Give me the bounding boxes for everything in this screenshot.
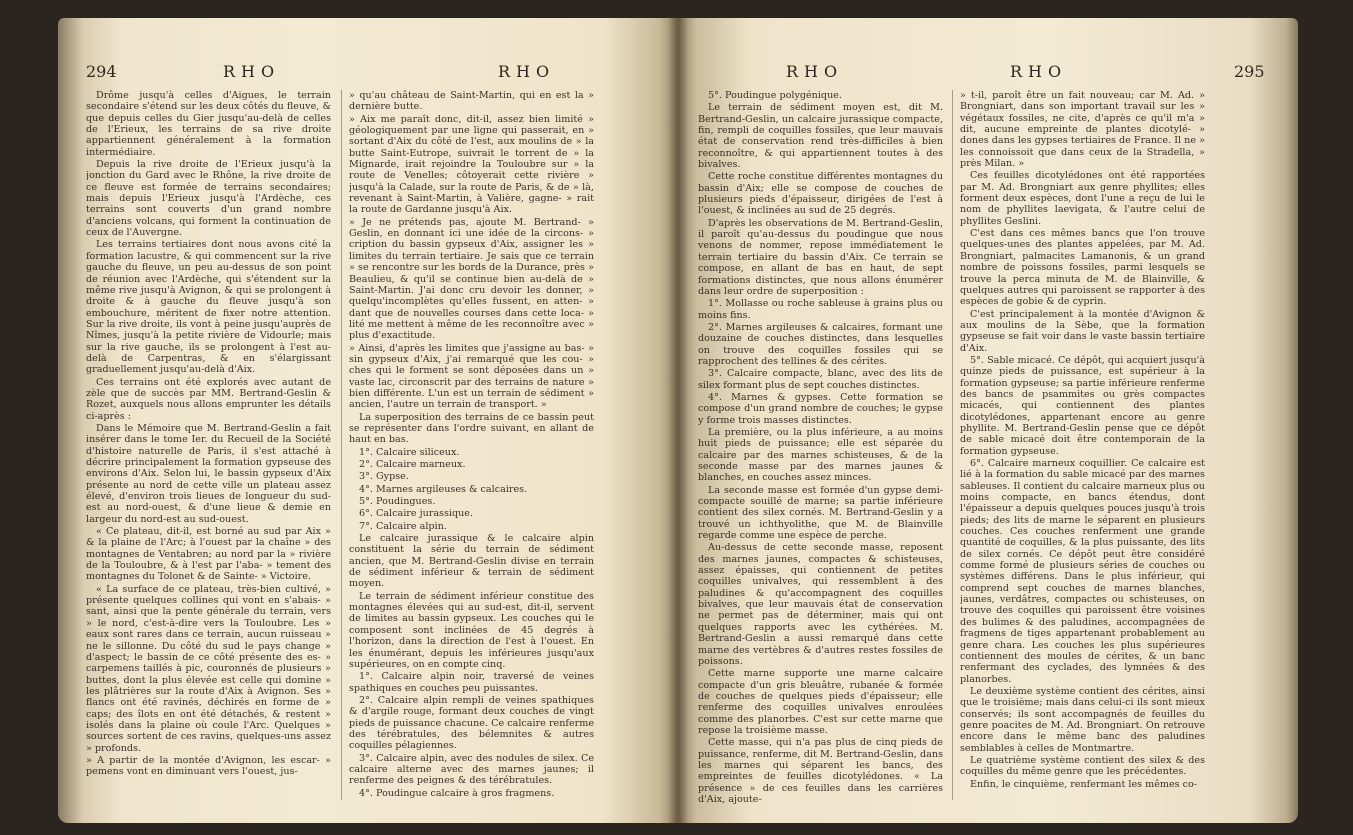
paragraph: Le terrain de sédiment moyen est, dit M. Bertrand-Geslin, un calcaire jurassique compacte, fin, rempli de coquilles fossiles, que leur mauvais état de conservation rend très-difficiles à bien reconnoître, & qui appartiennent toutes à des bivalves. [698,102,943,171]
column-rule [341,90,342,800]
paragraph: Dans le Mémoire que M. Bertrand-Geslin a fait insérer dans le tome Ier. du Recueil de la Société d'histoire naturelle de Paris, il s'est attaché à décrire principalement la formation gypseuse des environs d'Aix. Selon lui, le bassin gypseux d'Aix présente au nord de cette ville un plateau assez élevé, d'environ trois lieues de longueur du sud-est au nord-ouest, & d'une lieue & demie en largeur du nord-est au sud-ouest. [86,422,331,525]
right-running-head-2: RHO [1010,62,1068,81]
paragraph: Ces terrains ont été explorés avec autant de zèle que de succès par MM. Bertrand-Geslin & Rozet, auxquels nous allons emprunter les détails ci-après : [86,376,331,422]
paragraph: C'est principalement à la montée d'Avignon & aux moulins de la Sèbe, que la formation gypseuse se fait voir dans le vaste bassin tertiaire d'Aix. [960,308,1205,354]
paragraph: Depuis la rive droite de l'Erieux jusqu'à la jonction du Gard avec le Rhône, la rive droite de ce fleuve est formée de terrains secondaires; mais depuis l'Erieux jusqu'à l'Ardèche, ces terrains sont couverts d'un grand nombre d'anciens volcans, qui forment la continuation de ceux de l'Auvergne. [86,159,331,239]
book-gutter [668,18,688,823]
paragraph: » t-il, paroît être un fait nouveau; car M. Ad. » Brongniart, dans son important travail sur les » végétaux fossiles, ne cite, d'après ce qu'il m'a » dit, aucune empreinte de plantes dicotylé- » dones dans les gypses tertiaires de France. Il ne » les connoissoit que dans ceux de la Stradella, » près Milan. » [960,90,1205,170]
paragraph: 6°. Calcaire jurassique. [359,508,474,520]
left-running-head-2: RHO [498,62,556,81]
right-page [678,18,1298,823]
paragraph: 1°. Calcaire siliceux. [359,446,460,458]
paragraph: 1°. Mollasse ou roche sableuse à grains plus ou moins fins. [698,298,943,321]
paragraph: » Je ne prétends pas, ajoute M. Bertrand- » Geslin, en donnant ici une idée de la circons- » cription du bassin gypseux d'Aix, assigner les » limites du terrain tertiaire. Je sais que ce terrain » se rencontre sur les bords de la Durance, près » Beaulieu, & qu'il se continue bien au-delà de » Saint-Martin. J'ai donc cru devoir les donner, » quelqu'incomplètes qu'elles fussent, en atten- » dant que de nouvelles courses dans cette loca- » lité me mettent à même de les reconnoître avec » plus d'exactitude. [349,216,594,342]
paragraph: Cette masse, qui n'a pas plus de cinq pieds de puissance, renferme, dit M. Bertrand-Geslin, dans les marnes qui séparent les bancs, des empreintes de feuilles dicotylédones. « La présence » de ces feuilles dans les carrières d'Aix, ajoute- [698,737,943,805]
paragraph: 5°. Poudingue polygénique. [708,90,842,101]
paragraph: La superposition des terrains de ce bassin peut se représenter dans l'ordre suivant, en allant de haut en bas. [349,411,594,446]
paragraph: 4°. Marnes argileuses & calcaires. [359,483,528,495]
left-page-number: 294 [86,62,117,81]
paragraph: » Aix me paraît donc, dit-il, assez bien limité » géologiquement par une ligne qui passerait, en » sortant d'Aix du côté de l'est, aux moulins de » la butte Saint-Eutrope, suivrait le torrent de » la Mignarde, irait rejoindre la Touloubre sur » la route de Venelles; côtoyerait cette rivière » jusqu'à la Calade, sur la route de Paris, & de » là, revenant à Saint-Martin, à Valière, gagne- » rait la route de Gardanne jusqu'à Aix. [349,113,594,216]
paragraph: 2°. Marnes argileuses & calcaires, formant une douzaine de couches distinctes, dans lesquelles on trouve des coquilles fossiles qui se rapprochent des tellines & des cérites. [698,321,943,367]
paragraph: » A partir de la montée d'Avignon, les escar- » pemens vont en diminuant vers l'ouest, jus- [86,754,331,778]
paragraph: Le terrain de sédiment inférieur constitue des montagnes élevées qui au sud-est, dit-il, servent de limites au bassin gypseux. Les couches qui le composent sont inclinées de 45 degrés à l'horizon, dans la direction de l'est à l'ouest. En les énumérant, depuis les inférieures jusqu'aux supérieures, on en compte cinq. [349,590,594,670]
paragraph: Le deuxième système contient des cérites, ainsi que le troisième; mais dans celui-ci ils sont mieux conservés; ils sont accompagnés de feuilles du genre poacites de M. Ad. Brongniart. On retrouve encore dans le même banc des paludines semblables à celles de Montmartre. [960,685,1205,754]
paragraph: Cette roche constitue différentes montagnes du bassin d'Aix; elle se compose de couches de plusieurs pieds d'épaisseur, dirigées de l'est à l'ouest, & inclinées au sud de 25 degrés. [698,171,943,217]
left-running-head-1: RHO [223,62,281,81]
paragraph: 5°. Poudingues. [359,496,436,508]
right-page-number: 295 [1234,62,1265,81]
paragraph: Drôme jusqu'à celles d'Aigues, le terrain secondaire s'étend sur les deux côtés du fleuve, & que depuis celles du Gier jusqu'au-delà de celles de l'Erieux, les terrains de sa rive droite appartiennent généralement à la formation intermédiaire. [86,90,331,158]
left-column-2 [349,90,594,805]
left-column-1 [86,90,331,805]
paragraph: 3°. Gypse. [359,471,409,483]
paragraph: La première, ou la plus inférieure, a au moins huit pieds de puissance; elle est séparée du calcaire par des marnes schisteuses, & de la seconde masse par des marnes jaunes & blanches, en couches assez minces. [698,426,943,484]
right-running-head-1: RHO [786,62,844,81]
paragraph: C'est dans ces mêmes bancs que l'on trouve quelques-unes des plantes appelées, par M. Ad. Brongniart, palmacites Lamanonis, & un grand nombre de poissons fossiles, parmi lesquels se trouve la perca minuta de M. de Blainville, & quelques autres qui paroissent se rapporter à des espèces de gobie & de cyprin. [960,228,1205,308]
paragraph: Les terrains tertiaires dont nous avons cité la formation lacustre, & qui commencent sur la rive gauche du fleuve, un peu au-dessus de son point de réunion avec l'Ardèche, qui s'étendent sur la même rive jusqu'à Avignon, & qui se prolongent à droite & à gauche du fleuve jusqu'à son embouchure, méritent de fixer notre attention. Sur la rive droite, ils vont à peine jusqu'auprès de Nîmes, jusqu'à la petite rivière de Vidourle; mais sur la rive gauche, ils se prolongent à l'est au-delà de Carpentras, & en s'élargissant graduellement jusqu'au-delà d'Aix. [86,239,331,376]
paragraph: 3°. Calcaire alpin, avec des nodules de silex. Ce calcaire alterne avec des marnes jaunes; il renferme des peignes & des térébratules. [349,752,594,787]
paragraph: « Ce plateau, dit-il, est borné au sud par Aix » & la plaine de l'Arc; à l'ouest par la chaîne » des montagnes de Ventabren; au nord par la » rivière de la Touloubre, & à l'est par l'aba- » tement des montagnes du Tolonet & de Sainte- » Victoire. [86,526,331,583]
paragraph: 6°. Calcaire marneux coquillier. Ce calcaire est lié à la formation du sable micacé par des marnes sableuses. Il contient du calcaire marneux plus ou moins compacte, en bancs étendus, dont l'épaisseur a depuis quelques pouces jusqu'à trois pieds; des lits de marne le séparent en plusieurs couches. Ces couches renferment une grande quantité de coquilles, & la plus puissante, des lits de silex cornés. Ce dépôt peut être considéré comme formé de plusieurs séries de couches ou systèmes différens. Dans le plus inférieur, qui comprend sept couches de marnes blanches, jaunes, verdâtres, compactes ou schisteuses, on trouve des coquilles qui paroissent être voisines des bulimes & des paludines, accompagnées de fragmens de tiges appartenant probablement au genre chara. Les couches les plus supérieures contiennent des moules de cérites, & un banc renfermant des cyclades, des lymnées & des planorbes. [960,458,1205,685]
paragraph: 7°. Calcaire alpin. [359,520,447,532]
paragraph: » qu'au château de Saint-Martin, qui en est la » dernière butte. [349,90,594,113]
paragraph: Enfin, le cinquième, renfermant les mêmes co- [970,778,1198,790]
paragraph: Au-dessus de cette seconde masse, reposent des marnes jaunes, compactes & schisteuses, assez épaisses, qui contiennent de petites coquilles univalves, qui ressemblent à des paludines & qu'accompagnent des coquilles bivalves, que leur mauvais état de conservation ne permet pas de déterminer, mais qui ont quelques rapports avec les cythérées. M. Bertrand-Geslin a aussi remarqué dans cette marne des vertèbres & d'autres restes fossiles de poissons. [698,542,943,667]
paragraph: Ces feuilles dicotylédones ont été rapportées par M. Ad. Brongniart aux genre phyllites; elles forment deux espèces, dont l'une a reçu de lui le nom de phyllites laevigata, & l'autre celui de phyllites Geslini. [960,170,1205,227]
paragraph: 5°. Sable micacé. Ce dépôt, qui acquiert jusqu'à quinze pieds de puissance, est supérieur à la formation gypseuse; sa partie inférieure renferme des bancs de psammites ou grès compactes micacés, qui contiennent des plantes dicotylédones, appartenant encore au genre phyllite. M. Bertrand-Geslin pense que ce dépôt de sable micacé doit être contemporain de la formation gypseuse. [960,354,1205,457]
paragraph: 4°. Marnes & gypses. Cette formation se compose d'un grand nombre de couches; le gypse y forme trois masses distinctes. [698,391,943,426]
paragraph: 1°. Calcaire alpin noir, traversé de veines spathiques en couches peu puissantes. [349,671,594,694]
paragraph: 4°. Poudingue calcaire à gros fragmens. [359,787,555,799]
paragraph: » Ainsi, d'après les limites que j'assigne au bas- » sin gypseux d'Aix, j'ai remarqué que les cou- » ches qui le forment se sont déposées dans un » vaste lac, circonscrit par des terrains de nature » bien différente. L'un est un terrain de sédiment » ancien, l'autre un terrain de transport. » [349,342,594,411]
paragraph: 2°. Calcaire marneux. [359,459,466,470]
paragraph: Le calcaire jurassique & le calcaire alpin constituent la série du terrain de sédiment ancien, que M. Bertrand-Geslin divise en terrain de sédiment inférieur & terrain de sédiment moyen. [349,533,594,590]
left-page [58,18,678,823]
column-rule [952,90,953,800]
paragraph: La seconde masse est formée d'un gypse demi-compacte souillé de marne; sa partie inférieure contient des silex cornés. M. Bertrand-Geslin y a trouvé un ichthyolithe, que M. de Blainville regarde comme une espèce de perche. [698,484,943,542]
paragraph: D'après les observations de M. Bertrand-Geslin, il paroît qu'au-dessus du poudingue que nous venons de nommer, repose immédiatement le terrain tertiaire du bassin d'Aix. Ce terrain se compose, en allant de bas en haut, de sept formations distinctes, que nous allons énumérer dans leur ordre de superposition : [698,217,943,297]
right-column-1 [698,90,943,805]
paragraph: 3°. Calcaire compacte, blanc, avec des lits de silex formant plus de sept couches distinctes. [698,368,943,391]
paragraph: Le quatrième système contient des silex & des coquilles du même genre que les précédentes. [960,754,1205,778]
paragraph: Cette marne supporte une marne calcaire compacte d'un gris bleuâtre, rubanée & formée de couches de quelques pieds d'épaisseur; elle renferme des coquilles univalves enroulées comme des planorbes. C'est sur cette marne que repose la troisième masse. [698,668,943,736]
paragraph: « La surface de ce plateau, très-bien cultivé, » présente quelques collines qui vont en s'abais- » sant, ainsi que la pente générale du terrain, vers » le nord, c'est-à-dire vers la Touloubre. Les » eaux sont rares dans ce terrain, aucun ruisseau » ne le sillonne. Du côté du sud le pays change » d'aspect; le bassin de ce côté présente des es- » carpemens taillés à pic, couronnés de plusieurs » buttes, dont la plus élevée est celle qui domine » les plâtrières sur la route d'Aix à Avignon. Ses » flancs ont été ravinés, déchirés en forme de » caps; des îlots en ont été détachés, & restent » isolés dans la plaine où coule l'Arc. Quelques » sources sortent de ces ravins, quelques-uns assez » profonds. [86,583,331,754]
right-column-2 [960,90,1205,805]
paragraph: 2°. Calcaire alpin rempli de veines spathiques & d'argile rouge, formant deux couches de vingt pieds de puissance chacune. Ce calcaire renferme des térébratules, des bélemnites & autres coquilles pélagiennes. [349,694,594,752]
